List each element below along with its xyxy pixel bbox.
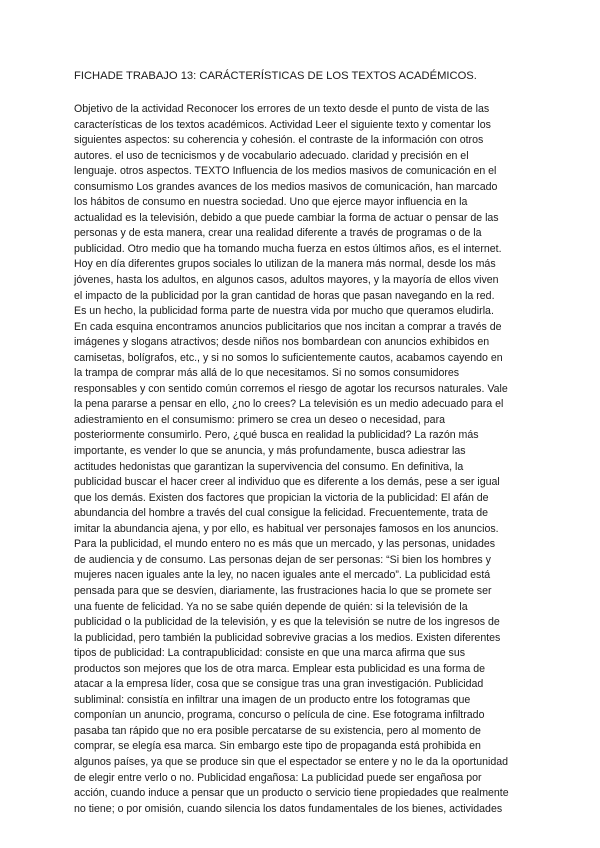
text-line: Para la publicidad, el mundo entero no es más que un mercado, y las personas, unidades: [74, 538, 496, 551]
text-line: la pena pararse a pensar en ello, ¿no lo crees? La televisión es un medio adecuado para el: [74, 398, 504, 411]
text-line: autores. el uso de tecnicismos y de vocabulario adecuado. claridad y precisión en el: [74, 149, 469, 162]
text-line: importante, es vender lo que se anuncia, y más profundamente, busca adiestrar las: [74, 445, 466, 458]
text-line: adiestramiento en el consumismo: primero se crea un deseo o necesidad, para: [74, 413, 445, 426]
text-line: siguientes aspectos: su coherencia y cohesión. el contraste de la información con otros: [74, 134, 484, 147]
text-line: acción, cuando induce a pensar que un producto o servicio tiene propiedades que realmente: [74, 787, 509, 800]
text-line: actualidad es la televisión, debido a que puede cambiar la forma de actuar o pensar de las: [74, 211, 499, 224]
text-line: imágenes y slogans atractivos; desde niños nos bombardean con anuncios exhibidos en: [74, 336, 490, 349]
text-line: la publicidad, pero también la publicidad sobrevive gracias a los medios. Existen diferentes: [74, 631, 501, 644]
page-title: FICHADE TRABAJO 13: CARÁCTERÍSTICAS DE LOS TEXTOS ACADÉMICOS.: [74, 70, 477, 82]
text-line: el impacto de la publicidad por la gran cantidad de horas que pasan navegando en la red.: [74, 289, 495, 302]
text-line: jóvenes, hasta los adultos, en algunos casos, adultos mayores, y la mayoría de ellos viven: [74, 274, 499, 287]
text-line: una fuente de felicidad. Ya no se sabe quién depende de quién: si la televisión de la: [74, 600, 468, 613]
text-line: que los demás. Existen dos factores que propician la victoria de la publicidad: El afán de: [74, 491, 489, 504]
text-line: mujeres nacen iguales ante la ley, no nacen iguales ante el mercado”. La publicidad está: [74, 569, 491, 582]
text-line: publicidad buscar el hacer creer al individuo que es diferente a los demás, pese a ser igual: [74, 476, 500, 489]
text-line: publicidad o la publicidad de la televisión, y es que la televisión se nutre de los ingresos de: [74, 616, 500, 629]
text-line: comprar, se elegía esa marca. Sin embargo este tipo de propaganda está prohibida en: [74, 740, 481, 753]
text-line: consumismo Los grandes avances de los medios masivos de comunicación, han marcado: [74, 180, 498, 193]
text-line: atacar a la empresa líder, cosa que se consigue tras una gran investigación. Publicidad: [74, 678, 484, 691]
text-line: responsables y con sentido común corremos el riesgo de agotar los recursos naturales. Vale: [74, 382, 508, 395]
text-line: pasaba tan rápido que no era posible percatarse de su existencia, pero al momento de: [74, 724, 481, 737]
text-line: camisetas, bolígrafos, etc., y si no somos lo suficientemente cautos, acabamos cayendo en: [74, 351, 503, 364]
text-line: subliminal: consistía en infiltrar una imagen de un producto entre los fotogramas que: [74, 693, 471, 706]
text-line: no tiene; o por omisión, cuando silencia los datos fundamentales de los bienes, actividades: [74, 802, 503, 815]
text-line: de elegir entre verlo o no. Publicidad engañosa: La publicidad puede ser engañosa por: [74, 771, 482, 784]
text-line: Es un hecho, la publicidad forma parte de nuestra vida por mucho que queramos eludirla.: [74, 305, 494, 318]
text-line: Hoy en día diferentes grupos sociales lo utilizan de la manera más normal, desde los más: [74, 258, 496, 271]
text-line: productos son mejores que los de otra marca. Emplear esta publicidad es una forma de: [74, 662, 486, 675]
text-line: publicidad. Otro medio que ha tomando mucha fuerza en estos últimos años, es el internet.: [74, 242, 502, 255]
text-line: pensada para que se desvíen, diariamente, las frustraciones hacia lo que se promete ser: [74, 584, 492, 597]
text-line: tipos de publicidad: La contrapublicidad: consiste en que una marca afirma que sus: [74, 647, 466, 660]
body-text: [74, 102, 534, 817]
text-line: la trampa de comprar más allá de lo que necesitamos. Si no somos consumidores: [74, 367, 460, 380]
text-line: los hábitos de consumo en nuestra sociedad. Uno que ejerce mayor influencia en la: [74, 196, 468, 209]
text-line: imitar la abundancia ajena, y por ello, es habitual ver personajes famosos en los anuncios.: [74, 522, 499, 535]
text-line: características de los textos académicos. Actividad Leer el siguiente texto y comentar los: [74, 118, 491, 131]
text-line: algunos países, ya que se produce sin que el espectador se entere y no le da la oportunidad: [74, 755, 509, 768]
text-line: personas y de esta manera, crear una realidad diferente a través de programas o de la: [74, 227, 482, 240]
text-line: En cada esquina encontramos anuncios publicitarios que nos incitan a comprar a través de: [74, 320, 502, 333]
text-line: Objetivo de la actividad Reconocer los errores de un texto desde el punto de vista de las: [74, 103, 490, 115]
text-line: de audiencia y de consumo. Las personas dejan de ser personas: “Si bien los hombres y: [74, 553, 491, 566]
text-line: componían un anuncio, programa, concurso o película de cine. Ese fotograma infiltrado: [74, 709, 485, 722]
text-line: actitudes hedonistas que garantizan la supervivencia del consumo. En definitiva, la: [74, 460, 464, 473]
text-line: lenguaje. otros aspectos. TEXTO Influencia de los medios masivos de comunicación en el: [74, 165, 497, 178]
text-line: abundancia del hombre a través del cual consigue la felicidad. Frecuentemente, trata de: [74, 507, 488, 520]
text-line: posteriormente consumirlo. Pero, ¿qué busca en realidad la publicidad? La razón más: [74, 429, 479, 442]
